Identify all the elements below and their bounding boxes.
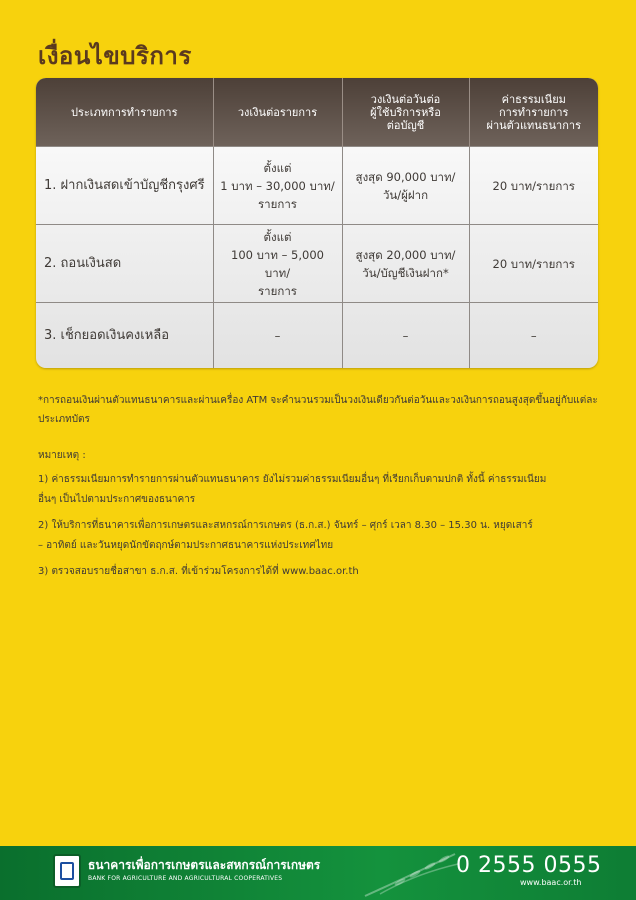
rice-stalk-icon — [360, 848, 460, 898]
note-item-1: 1) ค่าธรรมเนียมการทำรายการผ่านตัวแทนธนาคาร ยังไม่รวมค่าธรรมเนียมอื่นๆ ที่เรียกเก็บตามปกติ ทั้งนี้ ค่าธรรมเนียม อื่นๆ เป็นไปตามประกาศของธนาคาร — [38, 474, 547, 505]
note-item-3: 3) ตรวจสอบรายชื่อสาขา ธ.ก.ส. ที่เข้าร่วมโครงการได้ที่ www.baac.or.th — [38, 566, 359, 577]
conditions-table — [36, 78, 598, 368]
service-conditions-table — [36, 78, 598, 368]
footer-bar — [0, 846, 636, 900]
cell-per-day: – — [342, 303, 469, 369]
bank-name-thai: ธนาคารเพื่อการเกษตรและสหกรณ์การเกษตร — [88, 858, 321, 872]
cell-per-transaction: – — [213, 303, 342, 369]
note-item-2: 2) ให้บริการที่ธนาคารเพื่อการเกษตรและสหกรณ์การเกษตร (ธ.ก.ส.) จันทร์ – ศุกร์ เวลา 8.30 – 15.30 น. หยุดเสาร์ – อาทิตย์ และวันหยุดนักขัตฤกษ์ตามประกาศธนาคารแห่งประเทศไทย — [38, 520, 533, 551]
cell-per-day: สูงสุด 90,000 บาท/ วัน/ผู้ฝาก — [342, 147, 469, 225]
cell-per-transaction: ตั้งแต่ 1 บาท – 30,000 บาท/ รายการ — [213, 147, 342, 225]
cell-fee: 20 บาท/รายการ — [469, 147, 598, 225]
notes-heading: หมายเหตุ : — [38, 450, 86, 461]
cell-per-day: สูงสุด 20,000 บาท/ วัน/บัญชีเงินฝาก* — [342, 225, 469, 303]
baac-logo-icon — [53, 854, 81, 888]
page-title: เงื่อนไขบริการ — [38, 42, 192, 70]
withdrawal-footnote: *การถอนเงินผ่านตัวแทนธนาคารและผ่านเครื่อง ATM จะคำนวนรวมเป็นวงเงินเดียวกันต่อวันและวงเงินการถอนสูงสุดขึ้นอยู่กับแต่ละประเภทบัตร — [38, 395, 598, 425]
table-row — [36, 147, 598, 225]
table-header-row — [36, 78, 598, 147]
cell-transaction-type: 1. ฝากเงินสดเข้าบัญชีกรุงศรี — [36, 147, 213, 225]
cell-transaction-type: 3. เช็กยอดเงินคงเหลือ — [36, 303, 213, 369]
header-transaction-type: ประเภทการทำรายการ — [36, 78, 213, 147]
cell-per-transaction: ตั้งแต่ 100 บาท – 5,000 บาท/ รายการ — [213, 225, 342, 303]
header-limit-per-transaction: วงเงินต่อรายการ — [213, 78, 342, 147]
logo-mark — [60, 862, 74, 880]
header-agent-fee: ค่าธรรมเนียม การทำรายการ ผ่านตัวแทนธนาการ — [469, 78, 598, 147]
cell-fee: – — [469, 303, 598, 369]
cell-fee: 20 บาท/รายการ — [469, 225, 598, 303]
contact-phone: 0 2555 0555 — [456, 853, 602, 878]
bank-name-english: BANK FOR AGRICULTURE AND AGRICULTURAL COOPERATIVES — [88, 875, 283, 882]
cell-transaction-type: 2. ถอนเงินสด — [36, 225, 213, 303]
table-row — [36, 303, 598, 369]
header-limit-per-day: วงเงินต่อวันต่อ ผู้ใช้บริการหรือ ต่อบัญชี — [342, 78, 469, 147]
website-url[interactable]: www.baac.or.th — [520, 878, 582, 887]
table-row — [36, 225, 598, 303]
